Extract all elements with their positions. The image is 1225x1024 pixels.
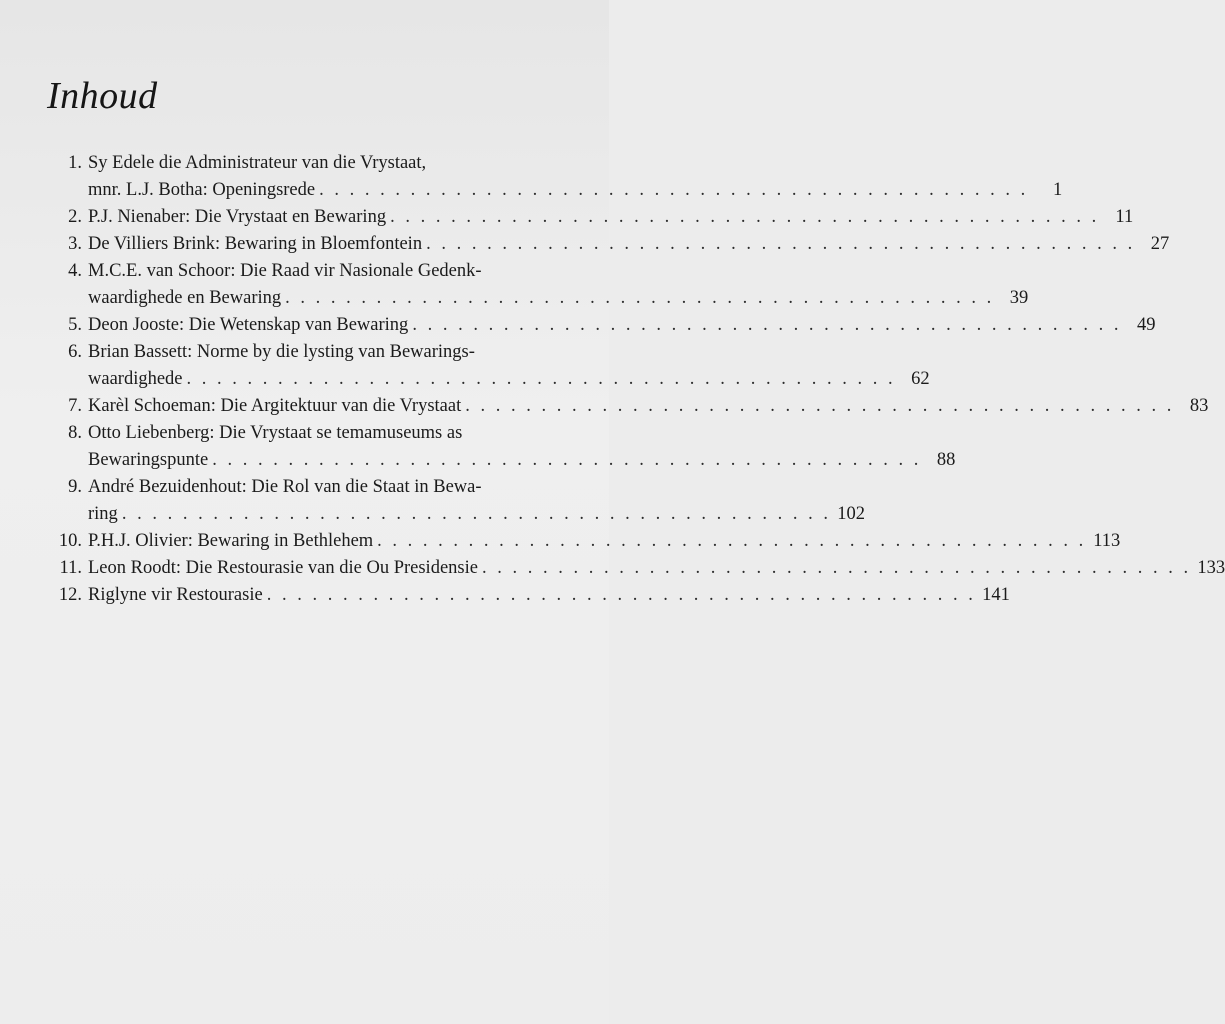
entry-title: Karèl Schoeman: Die Argitektuur van die Vrystaat (88, 396, 462, 416)
entry-page-number: 133 (1197, 558, 1225, 578)
entry-page-number: 113 (1093, 531, 1121, 551)
entry-page-number: 39 (1009, 288, 1029, 308)
entry-title: Leon Roodt: Die Restourasie van die Ou Presidensie (88, 558, 478, 578)
table-of-contents (56, 150, 1225, 609)
entry-title: P.J. Nienaber: Die Vrystaat en Bewaring (88, 207, 387, 227)
toc-entry (56, 555, 1225, 582)
entry-number: 3. (68, 234, 82, 254)
entry-title: Bewaringspunte (88, 450, 209, 470)
entry-number: 9. (68, 477, 82, 497)
page-title: Inhoud (47, 75, 158, 117)
entry-number: 7. (68, 396, 82, 416)
entry-title: waardighede (88, 369, 183, 389)
dot-leader: . . . . . . . . . . . . . . . . . . . . . . . . . . . . . . . . . . . . . . . . . . . . . . . (377, 531, 1087, 551)
dot-leader: . . . . . . . . . . . . . . . . . . . . . . . . . . . . . . . . . . . . . . . . . . . . . . . (412, 315, 1122, 335)
dot-leader: . . . . . . . . . . . . . . . . . . . . . . . . . . . . . . . . . . . . . . . . . . . . . . . (186, 369, 896, 389)
toc-entry (56, 312, 1156, 339)
entry-page-number: 27 (1150, 234, 1170, 254)
entry-number: 10. (58, 531, 82, 551)
dot-leader: . . . . . . . . . . . . . . . . . . . . . . . . . . . . . . . . . . . . . . . . . . . . . . . (212, 450, 922, 470)
entry-title-line: Sy Edele die Administrateur van die Vrystaat, (88, 153, 427, 173)
entry-page-number: 11 (1115, 207, 1134, 227)
entry-number: 8. (68, 423, 82, 443)
dot-leader: . . . . . . . . . . . . . . . . . . . . . . . . . . . . . . . . . . . . . . . . . . . . . . . (285, 288, 995, 308)
dot-leader: . . . . . . . . . . . . . . . . . . . . . . . . . . . . . . . . . . . . . . . . . . . . . . . (319, 180, 1029, 200)
entry-title: De Villiers Brink: Bewaring in Bloemfontein (88, 234, 423, 254)
entry-title-line: Otto Liebenberg: Die Vrystaat se temamuseums as (88, 423, 463, 443)
entry-title-line: André Bezuidenhout: Die Rol van die Staat in Bewa- (88, 477, 482, 497)
toc-entry (56, 420, 956, 474)
toc-entry (56, 258, 1029, 312)
entry-number: 6. (68, 342, 82, 362)
dot-leader: . . . . . . . . . . . . . . . . . . . . . . . . . . . . . . . . . . . . . . . . . . . . . . . (266, 585, 976, 605)
entry-title: Deon Jooste: Die Wetenskap van Bewaring (88, 315, 409, 335)
dot-leader: . . . . . . . . . . . . . . . . . . . . . . . . . . . . . . . . . . . . . . . . . . . . . . . (121, 504, 831, 524)
toc-entry (56, 204, 1134, 231)
dot-leader: . . . . . . . . . . . . . . . . . . . . . . . . . . . . . . . . . . . . . . . . . . . . . . . (390, 207, 1100, 227)
entry-title-line: M.C.E. van Schoor: Die Raad vir Nasionale Gedenk- (88, 261, 482, 281)
entry-number: 4. (68, 261, 82, 281)
toc-entry (56, 474, 865, 528)
entry-number: 11. (59, 558, 82, 578)
entry-page-number: 141 (982, 585, 1010, 605)
entry-page-number: 102 (837, 504, 865, 524)
entry-title: Riglyne vir Restourasie (88, 585, 263, 605)
toc-entry (56, 528, 1121, 555)
toc-entry (56, 150, 1063, 204)
entry-title: mnr. L.J. Botha: Openingsrede (88, 180, 316, 200)
entry-number: 12. (58, 585, 82, 605)
entry-number: 5. (68, 315, 82, 335)
entry-page-number: 49 (1136, 315, 1156, 335)
entry-page-number: 62 (911, 369, 930, 389)
entry-title: waardighede en Bewaring (88, 288, 282, 308)
entry-page-number: 1 (1052, 180, 1063, 200)
toc-entry (56, 582, 1010, 609)
toc-entry (56, 231, 1170, 258)
entry-number: 2. (68, 207, 82, 227)
toc-entry (56, 393, 1209, 420)
entry-title: ring (88, 504, 118, 524)
entry-title: P.H.J. Olivier: Bewaring in Bethlehem (88, 531, 374, 551)
toc-entry (56, 339, 930, 393)
entry-page-number: 88 (936, 450, 956, 470)
entry-number: 1. (68, 153, 82, 173)
dot-leader: . . . . . . . . . . . . . . . . . . . . . . . . . . . . . . . . . . . . . . . . . . . . . . . (465, 396, 1175, 416)
entry-page-number: 83 (1189, 396, 1209, 416)
entry-title-line: Brian Bassett: Norme by die lysting van Bewarings- (88, 342, 475, 362)
dot-leader: . . . . . . . . . . . . . . . . . . . . . . . . . . . . . . . . . . . . . . . . . . . . . . . (481, 558, 1192, 578)
dot-leader: . . . . . . . . . . . . . . . . . . . . . . . . . . . . . . . . . . . . . . . . . . . . . . . (426, 234, 1136, 254)
